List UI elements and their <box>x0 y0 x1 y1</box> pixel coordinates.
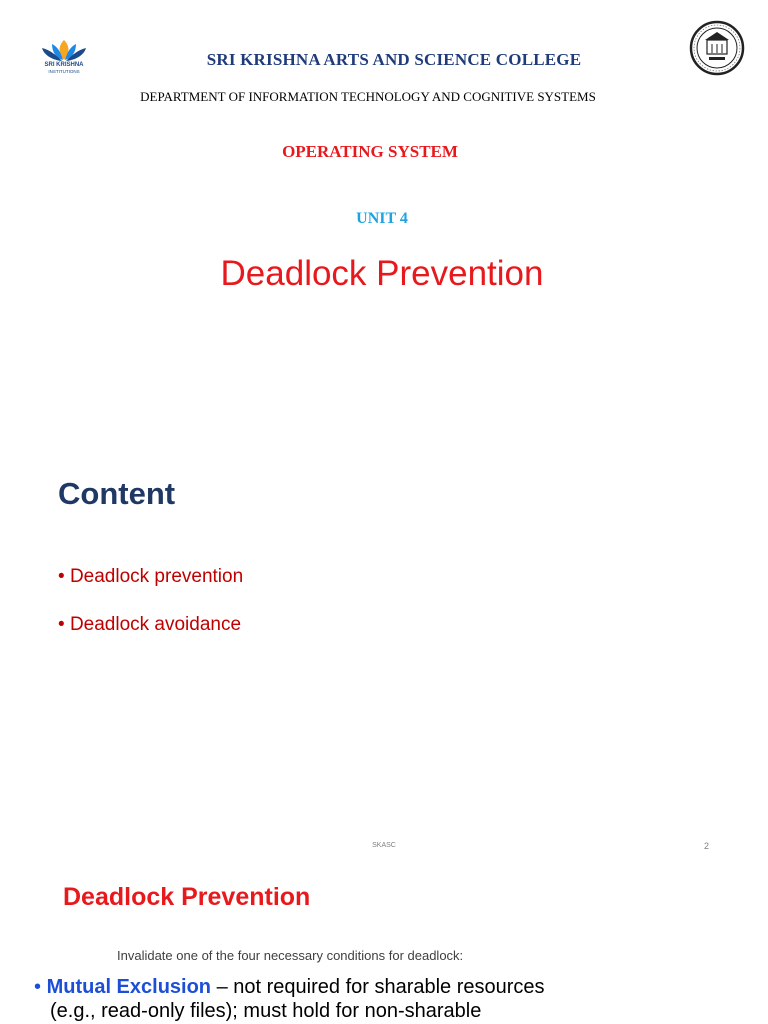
slide-footer-label: SKASC <box>372 842 396 849</box>
slide-page-number: 2 <box>704 841 710 851</box>
bullet-dot: • <box>58 614 70 635</box>
content-heading: Content <box>58 476 176 511</box>
course-name: OPERATING SYSTEM <box>282 142 458 161</box>
unit-label: UNIT 4 <box>356 210 408 227</box>
college-name: SRI KRISHNA ARTS AND SCIENCE COLLEGE <box>206 50 582 69</box>
bullet-description: – not required for sharable resources <box>211 976 545 998</box>
section-title: Deadlock Prevention <box>63 883 311 911</box>
content-bullet <box>58 614 241 636</box>
department-name: DEPARTMENT OF INFORMATION TECHNOLOGY AND COGNITIVE SYSTEMS <box>140 89 596 104</box>
slide-title: Deadlock Prevention <box>220 254 544 293</box>
content-bullet <box>58 566 243 588</box>
bullet-text: Deadlock avoidance <box>69 614 242 635</box>
logo-brand-text: SRI KRISHNA <box>44 62 84 68</box>
mutual-exclusion-bullet <box>34 976 545 999</box>
bullet-dot: • <box>58 566 70 587</box>
logo-brand-subtext: INSTITUTIONS <box>48 69 80 74</box>
bullet-term: Mutual Exclusion <box>46 976 212 998</box>
intro-text: Invalidate one of the four necessary conditions for deadlock: <box>117 948 464 963</box>
bullet-dot: • <box>34 976 47 998</box>
mutual-exclusion-continuation: (e.g., read-only files); must hold for non-sharable <box>50 1000 482 1022</box>
bullet-text: Deadlock prevention <box>69 566 244 587</box>
